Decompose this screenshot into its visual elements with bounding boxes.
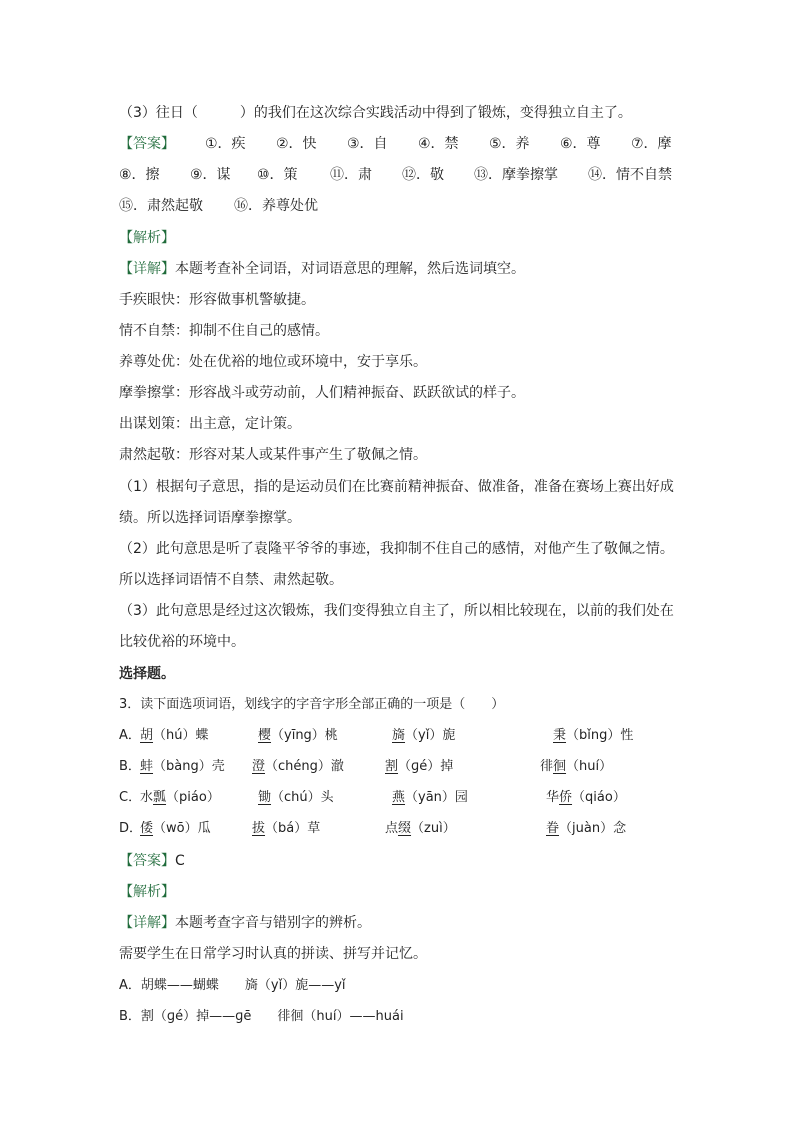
pinyin-text: （hú）蝶 bbox=[153, 728, 209, 743]
answer-item: ②．快 bbox=[276, 136, 317, 152]
detail-line bbox=[119, 259, 525, 279]
definition-line: 情不自禁：抑制不住自己的感情。 bbox=[119, 323, 329, 339]
option-word bbox=[392, 788, 468, 808]
underlined-char: 眷 bbox=[546, 821, 560, 836]
pinyin-text: （bá）草 bbox=[265, 821, 321, 836]
plain-char: 水 bbox=[140, 790, 154, 805]
underlined-char: 割 bbox=[385, 759, 399, 774]
option-word bbox=[140, 819, 211, 839]
pinyin-text: （zuì） bbox=[411, 821, 456, 836]
option-label: C． bbox=[119, 790, 142, 805]
answer-item: ⑩．策 bbox=[257, 167, 298, 183]
answer-item: ⑧．擦 bbox=[119, 167, 160, 183]
underlined-char: 徊 bbox=[553, 759, 567, 774]
pinyin-text: （qiáo） bbox=[572, 790, 626, 805]
option-word bbox=[140, 726, 209, 746]
underlined-char: 瓢 bbox=[153, 790, 167, 805]
answer-item: ⑮．肃然起敬 bbox=[119, 198, 203, 214]
answer-item: ⑭．情不自禁 bbox=[588, 167, 672, 183]
underlined-char: 缀 bbox=[398, 821, 412, 836]
underlined-char: 樱 bbox=[258, 728, 272, 743]
pinyin-text: （wō）瓜 bbox=[153, 821, 211, 836]
option-label: B． bbox=[119, 759, 141, 774]
pinyin-text: （ɡé）掉 bbox=[398, 759, 454, 774]
definition-line: 肃然起敬：形容对某人或某件事产生了敬佩之情。 bbox=[119, 447, 427, 463]
question-3-sentence: （3）往日（ ）的我们在这次综合实践活动中得到了锻炼，变得独立自主了。 bbox=[119, 105, 632, 121]
option-word bbox=[385, 757, 453, 777]
answer-label: 【答案】 bbox=[119, 136, 175, 152]
explanation-1-line-1: （1）根据句子意思，指的是运动员们在比赛前精神振奋、做准备，准备在赛场上赛出好成 bbox=[119, 479, 674, 495]
question-stem: 3．读下面选项词语，划线字的字音字形全部正确的一项是（ ） bbox=[119, 697, 505, 712]
answer-item: ④．禁 bbox=[418, 136, 459, 152]
pinyin-text: （yān）园 bbox=[405, 790, 468, 805]
detail-2-line bbox=[119, 913, 371, 933]
definition-line: 养尊处优：处在优裕的地位或环境中，安于享乐。 bbox=[119, 354, 427, 370]
option-label: D． bbox=[119, 821, 143, 836]
plain-char: 华 bbox=[546, 790, 560, 805]
answer-item: ⑨．谋 bbox=[190, 167, 231, 183]
pinyin-text: （chú）头 bbox=[271, 790, 334, 805]
detail-label: 【详解】 bbox=[119, 261, 175, 277]
option-word bbox=[546, 819, 626, 839]
detail-text: 本题考查补全词语，对词语意思的理解，然后选词填空。 bbox=[175, 261, 525, 277]
option-word bbox=[392, 726, 455, 746]
pinyin-text: （huí） bbox=[566, 759, 613, 774]
pinyin-text: （juàn）念 bbox=[559, 821, 627, 836]
underlined-char: 侨 bbox=[559, 790, 573, 805]
option-word bbox=[258, 788, 334, 808]
answer-item: ⑪．肃 bbox=[330, 167, 372, 183]
pinyin-text: （yīng）桃 bbox=[271, 728, 338, 743]
option-word bbox=[258, 726, 338, 746]
underlined-char: 倭 bbox=[140, 821, 154, 836]
analysis-label: 【解析】 bbox=[119, 230, 175, 246]
underlined-char: 澄 bbox=[252, 759, 266, 774]
answer-2-value: C bbox=[175, 853, 185, 869]
underlined-char: 胡 bbox=[140, 728, 154, 743]
explanation-2-line-2: 所以选择词语情不自禁、肃然起敬。 bbox=[119, 572, 343, 588]
option-word bbox=[252, 819, 320, 839]
explanation-3-line-1: （3）此句意思是经过这次锻炼，我们变得独立自主了，所以相比较现在，以前的我们处在 bbox=[119, 603, 674, 619]
option-word bbox=[546, 788, 626, 808]
answer-2-label: 【答案】 bbox=[119, 853, 175, 869]
definition-line: 出谋划策：出主意，定计策。 bbox=[119, 416, 301, 432]
option-word bbox=[553, 726, 633, 746]
pinyin-text: （chéng）澈 bbox=[265, 759, 344, 774]
answer-item: ⑦．摩 bbox=[631, 136, 672, 152]
underlined-char: 秉 bbox=[553, 728, 567, 743]
pinyin-text: （bǐng）性 bbox=[566, 728, 634, 743]
correction-a: A．胡蝶——蝴蝶 旖（yǐ）旎——yǐ bbox=[119, 978, 346, 993]
underlined-char: 燕 bbox=[392, 790, 406, 805]
underlined-char: 拔 bbox=[252, 821, 266, 836]
answer-item: ⑤．养 bbox=[489, 136, 530, 152]
answer-item: ⑯．养尊处优 bbox=[234, 198, 318, 214]
option-word bbox=[540, 757, 612, 777]
correction-b: B．割（ɡé）掉——ɡē 徘徊（huí）——huái bbox=[119, 1009, 404, 1024]
option-word bbox=[252, 757, 344, 777]
answer-item: ⑥．尊 bbox=[560, 136, 601, 152]
definition-line: 手疾眼快：形容做事机警敏捷。 bbox=[119, 292, 315, 308]
explanation-3-line-2: 比较优裕的环境中。 bbox=[119, 634, 245, 650]
detail-2-label: 【详解】 bbox=[119, 915, 175, 931]
option-word bbox=[140, 757, 225, 777]
option-word bbox=[385, 819, 456, 839]
note-line: 需要学生在日常学习时认真的拼读、拼写并记忆。 bbox=[119, 946, 427, 962]
section-title: 选择题。 bbox=[119, 666, 175, 682]
pinyin-text: （piáo） bbox=[166, 790, 220, 805]
pinyin-text: （bàng）壳 bbox=[153, 759, 225, 774]
plain-char: 点 bbox=[385, 821, 399, 836]
explanation-1-line-2: 绩。所以选择词语摩拳擦掌。 bbox=[119, 510, 301, 526]
option-label: A． bbox=[119, 728, 141, 743]
explanation-2-line-1: （2）此句意思是听了袁隆平爷爷的事迹，我抑制不住自己的感情，对他产生了敬佩之情。 bbox=[119, 541, 674, 557]
analysis-2-label: 【解析】 bbox=[119, 884, 175, 900]
plain-char: 徘 bbox=[540, 759, 554, 774]
definition-line: 摩拳擦掌：形容战斗或劳动前，人们精神振奋、跃跃欲试的样子。 bbox=[119, 385, 525, 401]
detail-2-text: 本题考查字音与错别字的辨析。 bbox=[175, 915, 371, 931]
underlined-char: 旖 bbox=[392, 728, 406, 743]
answer-2-line bbox=[119, 851, 185, 871]
answer-item: ⑫．敬 bbox=[402, 167, 444, 183]
answer-item: ①．疾 bbox=[205, 136, 246, 152]
option-word bbox=[140, 788, 220, 808]
pinyin-text: （yǐ）旎 bbox=[405, 728, 456, 743]
answer-item: ③．自 bbox=[347, 136, 388, 152]
answer-item: ⑬．摩拳擦掌 bbox=[474, 167, 558, 183]
underlined-char: 蚌 bbox=[140, 759, 154, 774]
underlined-char: 锄 bbox=[258, 790, 272, 805]
